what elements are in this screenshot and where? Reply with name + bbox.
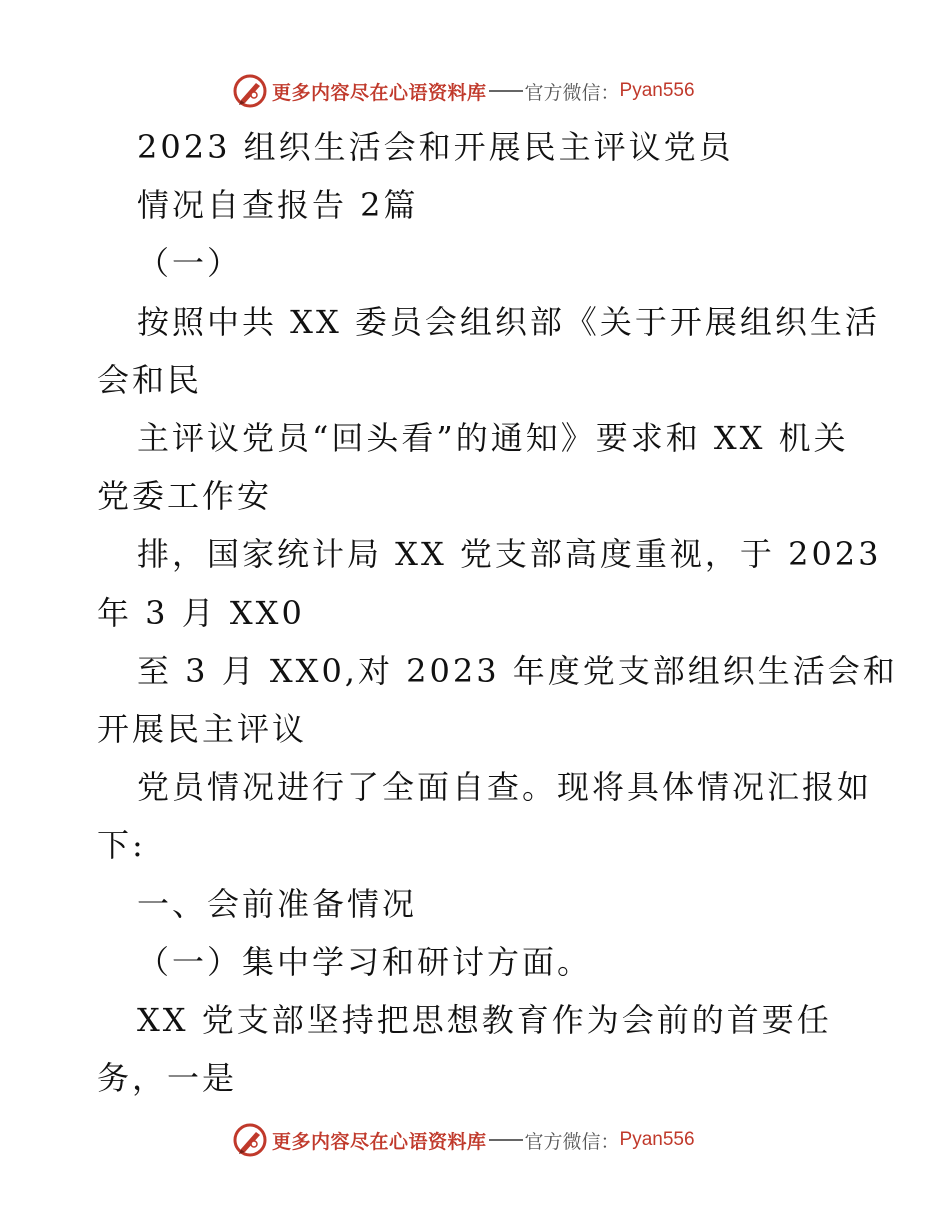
document-title-line-1: 2023 组织生活会和开展民主评议党员 (137, 128, 734, 166)
watermark-site-text: 更多内容尽在心语资料库 (272, 1130, 487, 1153)
watermark-wechat-label: 官方微信： (524, 81, 620, 104)
document-title-line-2: 情况自查报告 2篇 (137, 186, 419, 224)
watermark-banner-bottom (232, 1120, 695, 1160)
text-line: 开展民主评议 (97, 710, 308, 748)
section-heading: 一、会前准备情况 (137, 885, 418, 923)
text-line: 党委工作安 (97, 477, 273, 515)
text-line: 至 3 月 XX0,对 2023 年度党支部组织生活会和 (137, 652, 898, 690)
watermark-dash (489, 1139, 523, 1141)
subsection-heading: （一）集中学习和研讨方面。 (137, 943, 593, 981)
pen-seal-icon (232, 1122, 268, 1158)
watermark-wechat-label: 官方微信： (524, 1130, 620, 1153)
text-line: XX 党支部坚持把思想教育作为会前的首要任 (137, 1001, 832, 1039)
text-line: （一） (137, 244, 243, 282)
text-line: 主评议党员“回头看”的通知》要求和 XX 机关 (137, 419, 849, 457)
text-line: 务，一是 (97, 1059, 238, 1097)
text-line: 排，国家统计局 XX 党支部高度重视，于 2023 (137, 535, 882, 573)
text-line: 年 3 月 XX0 (97, 594, 305, 632)
watermark-wechat-id: Pyan556 (619, 1129, 695, 1150)
text-line: 下: (97, 826, 146, 864)
text-line: 会和民 (97, 361, 203, 399)
watermark-wechat-id: Pyan556 (619, 80, 695, 101)
text-line: 按照中共 XX 委员会组织部《关于开展组织生活 (137, 303, 880, 341)
watermark-site-text: 更多内容尽在心语资料库 (272, 81, 487, 104)
text-line: 党员情况进行了全面自查。现将具体情况汇报如 (137, 768, 873, 806)
